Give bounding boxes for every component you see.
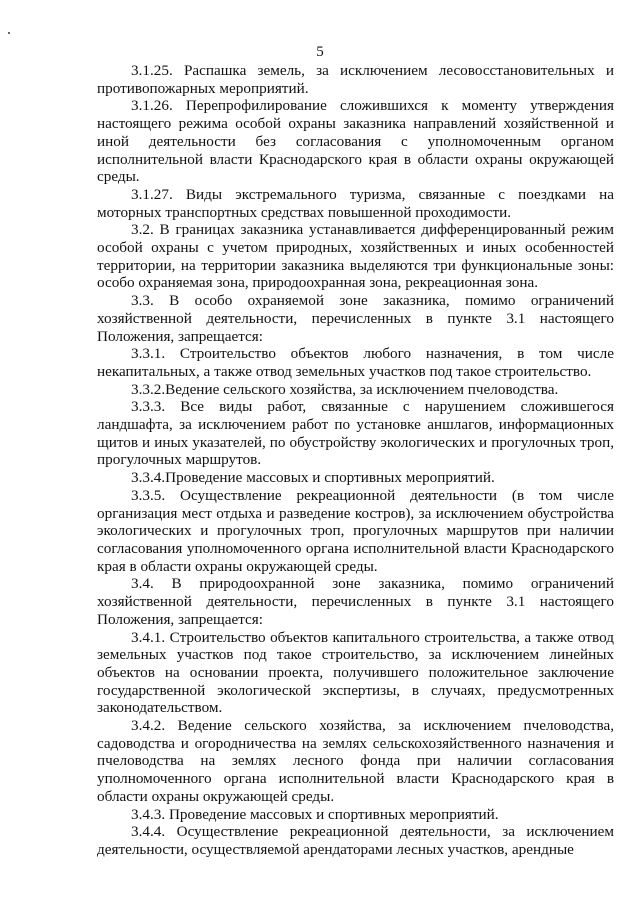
paragraph-3-1-26: 3.1.26. Перепрофилирование сложившихся к моменту утверждения настоящего режима особой охраны заказника направлений хозяйственной и иной деятельности без согласования с уполномоченным органом исполнительной власти Краснодарского края в области охраны окружающей среды. <box>97 97 614 186</box>
paragraph-3-3-3: 3.3.3. Все виды работ, связанные с нарушением сложившегося ландшафта, за исключением работ по установке аншлагов, информационных щитов и иных указателей, по обустройству экологических и прогулочных троп, прогулочных маршрутов. <box>97 398 614 469</box>
paragraph-3-3-5: 3.3.5. Осуществление рекреационной деятельности (в том числе организация мест отдыха и разведение костров), за исключением обустройства экологических и прогулочных троп, прогулочных маршрутов при наличии согласования уполномоченного органа исполнительной власти Краснодарского края в области охраны окружающей среды. <box>97 486 614 575</box>
document-body <box>97 62 614 859</box>
scan-speck <box>8 32 10 34</box>
paragraph-3-1-25: 3.1.25. Распашка земель, за исключением лесовосстановительных и противопожарных мероприятий. <box>97 62 614 97</box>
paragraph-3-4-1: 3.4.1. Строительство объектов капитального строительства, а также отвод земельных участков под такое строительство, за исключением линейных объектов на основании проекта, получившего положительное заключение государственной экологической экспертизы, в случаях, предусмотренных законодательством. <box>97 628 614 717</box>
paragraph-3-3-1: 3.3.1. Строительство объектов любого назначения, в том числе некапитальных, а также отвод земельных участков под такое строительство. <box>97 345 614 380</box>
paragraph-3-3: 3.3. В особо охраняемой зоне заказника, помимо ограничений хозяйственной деятельности, перечисленных в пункте 3.1 настоящего Положения, запрещается: <box>97 292 614 345</box>
paragraph-3-2: 3.2. В границах заказника устанавливается дифференцированный режим особой охраны с учетом природных, хозяйственных и иных особенностей территории, на территории заказника выделяются три функциональные зоны: особо охраняемая зона, природоохранная зона, рекреационная зона. <box>97 221 614 292</box>
paragraph-3-4: 3.4. В природоохранной зоне заказника, помимо ограничений хозяйственной деятельности, перечисленных в пункте 3.1 настоящего Положения, запрещается: <box>97 575 614 628</box>
paragraph-3-4-3: 3.4.3. Проведение массовых и спортивных мероприятий. <box>131 805 499 823</box>
paragraph-3-3-4: 3.3.4.Проведение массовых и спортивных мероприятий. <box>131 469 495 487</box>
paragraph-3-3-2: 3.3.2.Ведение сельского хозяйства, за исключением пчеловодства. <box>131 380 559 398</box>
paragraph-3-1-27: 3.1.27. Виды экстремального туризма, связанные с поездками на моторных транспортных средствах повышенной проходимости. <box>97 185 614 221</box>
page-number: 5 <box>316 44 324 60</box>
paragraph-3-4-2: 3.4.2. Ведение сельского хозяйства, за исключением пчеловодства, садоводства и огородничества на землях сельскохозяйственного назначения и пчеловодства на землях лесного фонда при наличии согласования уполномоченного органа исполнительной власти Краснодарского края в области охраны окружающей среды. <box>97 717 614 805</box>
paragraph-3-4-4: 3.4.4. Осуществление рекреационной деятельности, за исключением деятельности, осуществляемой арендаторами лесных участков, арендные <box>97 823 614 858</box>
